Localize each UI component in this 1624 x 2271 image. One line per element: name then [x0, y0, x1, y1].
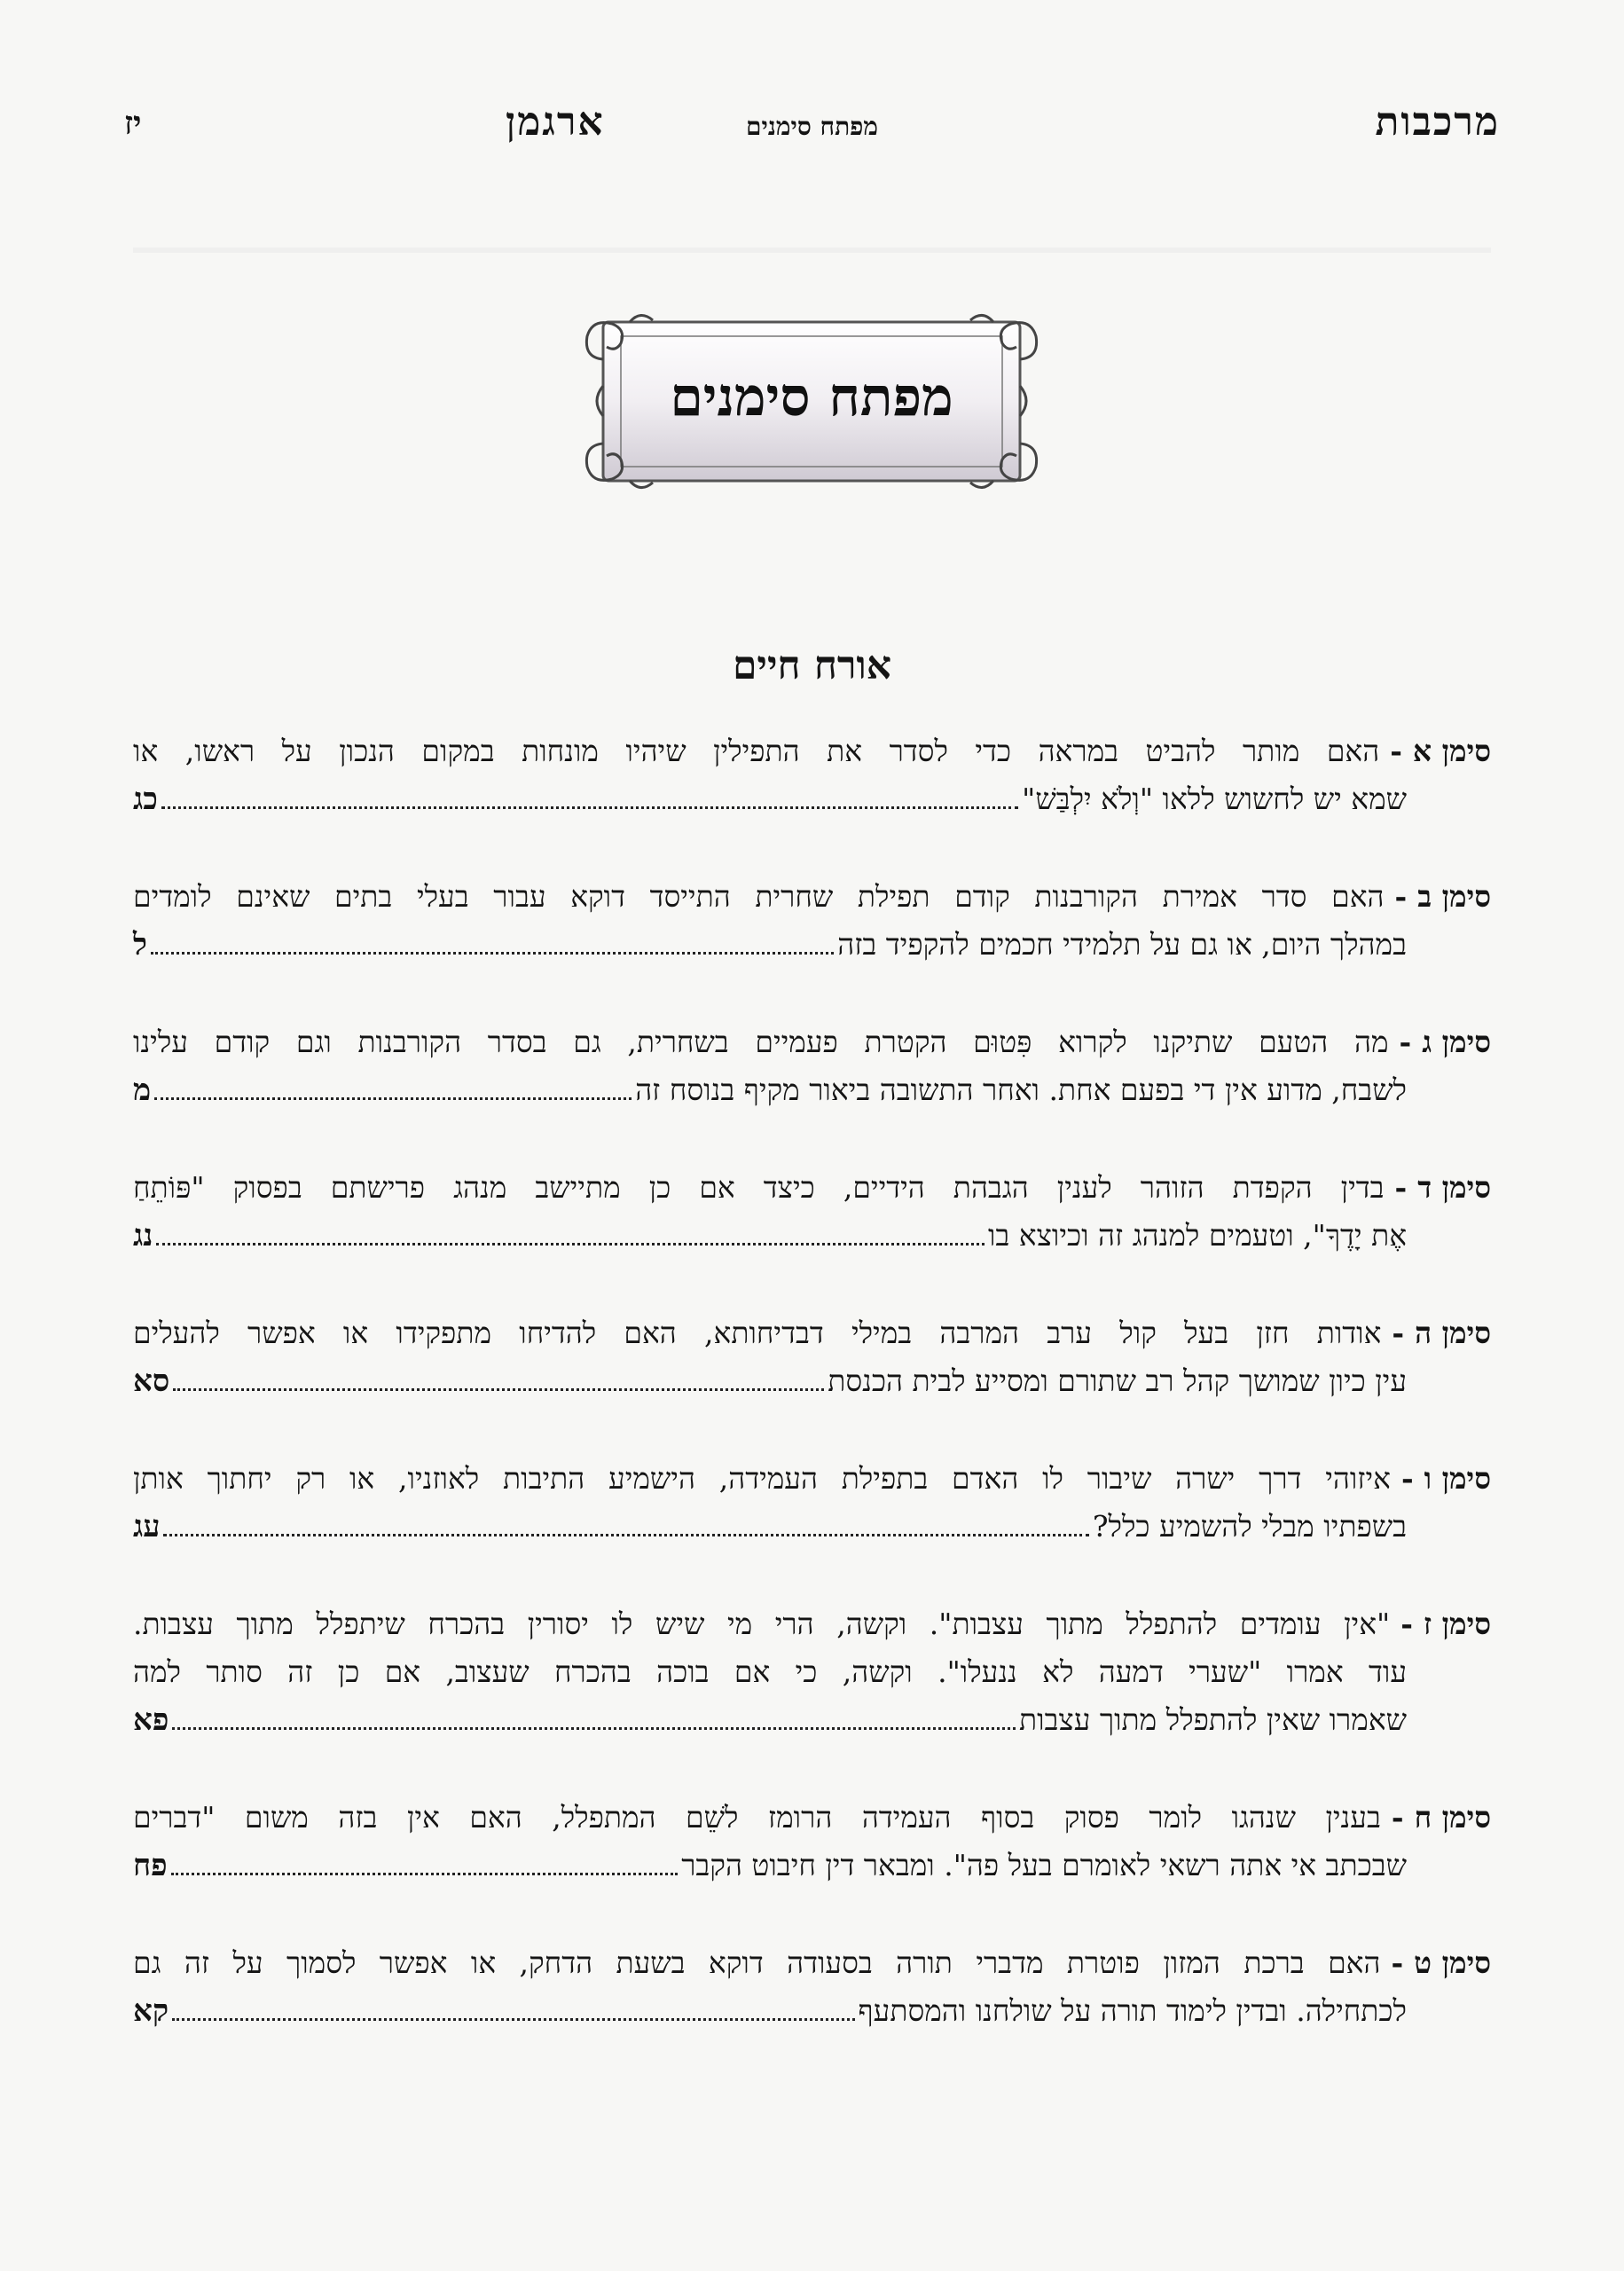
label-dash: - — [1400, 1607, 1413, 1641]
siman-label: סימן ו — [1424, 1461, 1491, 1496]
bleed-through-texture — [133, 200, 1491, 297]
dot-leader — [171, 1872, 679, 1875]
toc-entry — [133, 1794, 1491, 1890]
dot-leader — [172, 2017, 855, 2021]
entry-text: בדין הקפדת הזוהר לענין הגבהת הידיים, כיצד אם כן מתיישב מנהג פרישתם בפסוק "פּוֹתֵחַ — [133, 1170, 1385, 1205]
plaque-title: מפתח סימנים — [670, 366, 953, 428]
label-dash: - — [1391, 1945, 1404, 1980]
toc-entry — [133, 727, 1491, 823]
entry-page-number: ל — [133, 927, 147, 963]
entry-text: "אין עומדים להתפלל מתוך עצבות". וקשה, הרי מי שיש לו יסורין בהכרח שיתפלל מתוך עצבות. — [133, 1607, 1391, 1641]
label-dash: - — [1400, 1461, 1414, 1496]
title-plaque — [577, 306, 1047, 497]
entry-text-continued: עין כיון שמושך קהל רב שתורם ומסייע לבית הכנסת — [828, 1363, 1407, 1398]
siman-label: סימן א — [1412, 734, 1491, 768]
entry-text: מה הטעם שתיקנו לקרוא פִּטוּם הקטרת פעמיים בשחרית, גם בסדר הקורבנות וגם קודם עלינו — [133, 1025, 1389, 1059]
entry-page-number: קא — [133, 1993, 169, 2029]
siman-label: סימן ז — [1423, 1607, 1491, 1641]
entry-text-continued: שאמרו שאין להתפלל מתוך עצבות — [1018, 1702, 1407, 1737]
label-dash: - — [1391, 1800, 1404, 1835]
entry-text: בענין שנהגו לומר פסוק בסוף העמידה הרומז לשֵׁם המתפלל, האם אין בזה משום "דברים — [133, 1800, 1381, 1835]
entry-page-number: כג — [133, 782, 158, 817]
siman-label: סימן ג — [1422, 1025, 1491, 1059]
entry-text: האם מותר להביט במראה כדי לסדר את התפילין שיהיו מונחות במקום הנכון על ראשו, או — [133, 734, 1380, 768]
siman-label: סימן ד — [1417, 1170, 1491, 1205]
siman-label: סימן ט — [1414, 1945, 1491, 1980]
entry-text: האם ברכת המזון פוטרת מדברי תורה בסעודה דוקא בשעת הדחק, או אפשר לסמוך על זה גם — [133, 1945, 1381, 1980]
toc-entry — [133, 1164, 1491, 1260]
entry-text-middle: עוד אמרו "שערי דמעה לא ננעלו". וקשה, כי אם בוכה בהכרח שעצוב, אם כן זה סותר למה — [133, 1654, 1407, 1689]
dot-leader — [163, 1533, 1088, 1536]
siman-label: סימן ב — [1417, 879, 1491, 914]
toc-entry — [133, 1018, 1491, 1114]
page-number: יז — [124, 105, 142, 142]
dot-leader — [151, 951, 834, 955]
entry-text: אודות חזן בעל קול ערב המרבה במילי דבדיחותא, האם להדיחו מתפקידו או אפשר להעלים — [133, 1316, 1382, 1350]
entry-page-number: עג — [133, 1509, 161, 1544]
label-dash: - — [1390, 734, 1402, 768]
entry-text-continued: במהלך היום, או גם על תלמידי חכמים להקפיד בזה — [837, 927, 1407, 962]
label-dash: - — [1392, 1316, 1405, 1350]
siman-label: סימן ח — [1414, 1800, 1491, 1835]
dot-leader — [173, 1387, 824, 1391]
entry-page-number: פח — [133, 1848, 168, 1883]
section-heading: אורח חיים — [732, 643, 892, 688]
dot-leader — [172, 1726, 1016, 1730]
entry-text: איזוהי דרך ישרה שיבור לו האדם בתפילת העמידה, הישמיע התיבות לאוזניו, או רק יחתוך אותן — [133, 1461, 1391, 1496]
dot-leader — [161, 805, 1018, 809]
entry-text: האם סדר אמירת הקורבנות קודם תפילת שחרית התייסד דוקא עבור בעלי בתים שאינם לומדים — [133, 879, 1385, 914]
book-title: מרכבות — [1375, 99, 1500, 145]
entry-page-number: מ — [133, 1073, 152, 1108]
toc-entry — [133, 1939, 1491, 2035]
series-title: ארגמן — [506, 99, 605, 145]
entry-page-number: פא — [133, 1702, 169, 1738]
entry-text-continued: שבכתב אי אתה רשאי לאומרם בעל פה". ומבאר דין חיבוט הקבר — [681, 1848, 1407, 1882]
entry-text-continued: בשפתיו מבלי להשמיע כלל? — [1092, 1509, 1407, 1544]
running-section-title: מפתח סימנים — [745, 112, 879, 141]
toc-entry — [133, 873, 1491, 969]
toc-list — [133, 727, 1491, 2085]
toc-entry — [133, 1309, 1491, 1405]
entry-page-number: נג — [133, 1218, 153, 1253]
toc-entry — [133, 1455, 1491, 1551]
entry-page-number: סא — [133, 1363, 170, 1399]
entry-text-continued: שמא יש לחשוש ללאו "וְלֹא יִלְבַּשׁ" — [1022, 782, 1407, 816]
label-dash: - — [1399, 1025, 1412, 1059]
entry-text-continued: לכתחילה. ובדין לימוד תורה על שולחנו והמסתעף — [858, 1993, 1407, 2028]
dot-leader — [154, 1096, 632, 1100]
dot-leader — [156, 1242, 985, 1246]
entry-text-continued: לשבח, מדוע אין די בפעם אחת. ואחר התשובה ביאור מקיף בנוסח זה — [635, 1073, 1407, 1107]
running-header — [124, 99, 1500, 153]
entry-text-continued: אֶת יָדֶךָ", וטעמים למנהג זה וכיוצא בו — [987, 1218, 1407, 1253]
label-dash: - — [1394, 879, 1408, 914]
label-dash: - — [1394, 1170, 1408, 1205]
toc-entry — [133, 1600, 1491, 1744]
siman-label: סימן ה — [1415, 1316, 1491, 1350]
